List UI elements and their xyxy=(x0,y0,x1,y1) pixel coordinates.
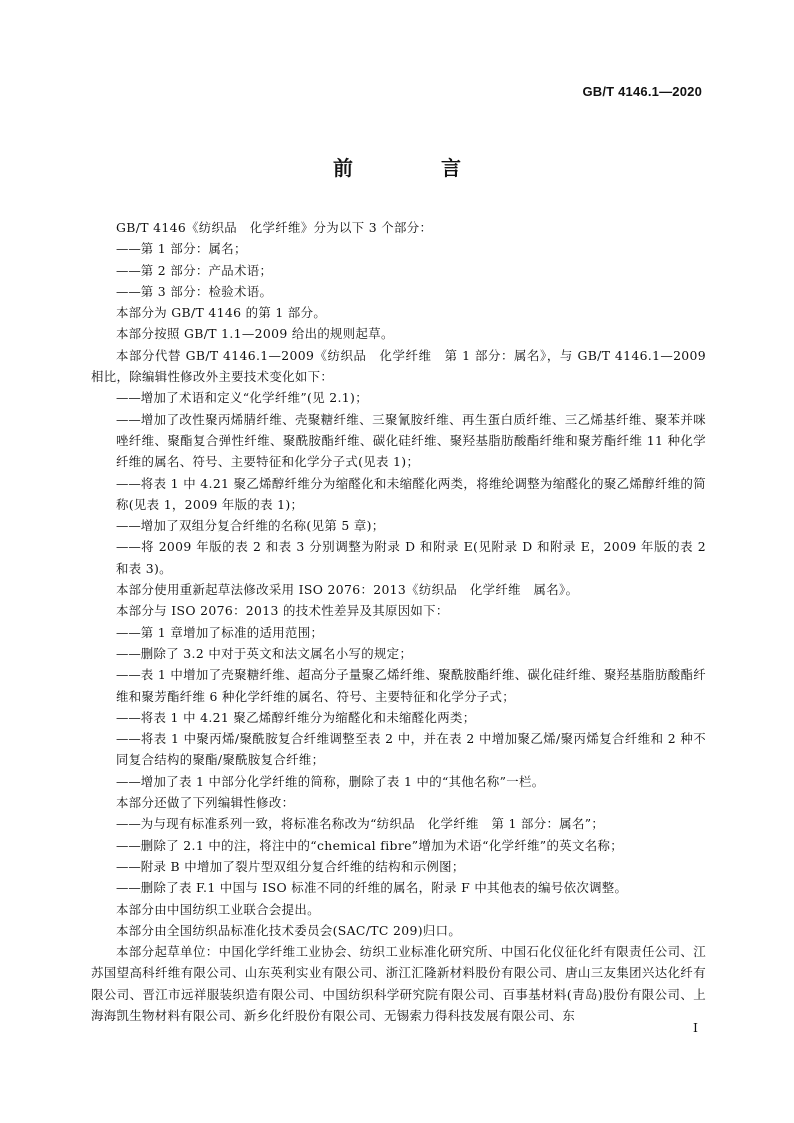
paragraph-text: 本部分为 GB/T 4146 的第 1 部分。 xyxy=(116,305,327,321)
paragraph-text: 增加了双组分复合纤维的名称(见第 5 章)； xyxy=(140,518,385,534)
paragraph-text: 本部分与 ISO 2076：2013 的技术性差异及其原因如下： xyxy=(116,603,449,619)
list-item xyxy=(116,813,706,834)
dash-mark: —— xyxy=(116,709,141,725)
paragraph xyxy=(91,345,706,388)
dash-mark: —— xyxy=(116,667,141,683)
paragraph-text: 删除了 3.2 中对于英文和法文属名小写的规定； xyxy=(140,645,413,661)
paragraph xyxy=(91,217,706,238)
dash-mark: —— xyxy=(116,390,141,406)
dash-mark: —— xyxy=(116,475,141,491)
dash-mark: —— xyxy=(116,837,141,853)
dash-mark: —— xyxy=(116,624,141,640)
paragraph-text: 本部分由全国纺织品标准化技术委员会(SAC/TC 209)归口。 xyxy=(116,922,462,938)
paragraph-text: 第 2 部分：产品术语； xyxy=(140,262,273,278)
dash-mark: —— xyxy=(116,773,141,789)
dash-mark: —— xyxy=(116,283,141,299)
dash-mark: —— xyxy=(116,731,141,747)
paragraph-text: 将表 1 中 4.21 聚乙烯醇纤维分为缩醛化和未缩醛化两类； xyxy=(140,709,476,725)
list-item xyxy=(116,835,706,856)
paragraph-text: 本部分代替 GB/T 4146.1—2009《纺织品 化学纤维 第 1 部分：属名》，与 GB/T 4146.1—2009 相比，除编辑性修改外主要技术变化如下： xyxy=(91,347,706,385)
dash-mark: —— xyxy=(116,518,141,534)
paragraph-text: 将表 1 中 4.21 聚乙烯醇纤维分为缩醛化和未缩醛化两类，将维纶调整为缩醛化的聚乙烯醇纤维的简称(见表 1，2009 年版的表 1)； xyxy=(116,475,706,512)
paragraph-text: 本部分起草单位：中国化学纤维工业协会、纺织工业标准化研究所、中国石化仪征化纤有限责任公司、江苏国望高科纤维有限公司、山东英利实业有限公司、浙江汇隆新材料股份有限公司、唐山三友集团兴达化纤有限公司、晋江市远祥服装织造有限公司、中国纺织科学研究院有限公司、百事基材料(青岛)股份有限公司、上海海凯生物材料有限公司、新乡化纤股份有限公司、无锡索力得科技发展有限公司、东 xyxy=(91,944,706,1023)
dash-mark: —— xyxy=(116,816,141,832)
dash-mark: —— xyxy=(116,880,141,896)
paragraph-text: 本部分还做了下列编辑性修改： xyxy=(116,795,295,811)
list-item xyxy=(116,238,706,259)
paragraph-text: 增加了表 1 中部分化学纤维的简称，删除了表 1 中的“其他名称”一栏。 xyxy=(140,773,545,789)
dash-mark: —— xyxy=(116,262,141,278)
paragraph-text: 附录 B 中增加了裂片型双组分复合纤维的结构和示例图； xyxy=(140,858,465,874)
paragraph xyxy=(91,579,706,600)
paragraph xyxy=(91,941,706,1026)
list-item xyxy=(116,387,706,408)
dash-mark: —— xyxy=(116,539,141,555)
list-item xyxy=(116,515,706,536)
paragraph-text: 增加了改性聚丙烯腈纤维、壳聚糖纤维、三聚氰胺纤维、再生蛋白质纤维、三乙烯基纤维、聚苯并咪唑纤维、聚酯复合弹性纤维、聚酰胺酯纤维、碳化硅纤维、聚羟基脂肪酸酯纤维和聚芳酯纤维 11 种化学纤维的属名、符号、主要特征和化学分子式(见表 1)； xyxy=(116,411,706,470)
list-item xyxy=(116,536,706,579)
list-item xyxy=(116,771,706,792)
paragraph-text: 为与现有标准系列一致，将标准名称改为“纺织品 化学纤维 第 1 部分：属名”； xyxy=(140,816,605,832)
dash-mark: —— xyxy=(116,645,141,661)
list-item xyxy=(116,877,706,898)
paragraph-text: 第 1 部分：属名； xyxy=(140,241,247,257)
list-item xyxy=(116,281,706,302)
dash-mark: —— xyxy=(116,858,141,874)
list-item xyxy=(116,707,706,728)
paragraph-text: 删除了表 F.1 中国与 ISO 标准不同的纤维的属名，附录 F 中其他表的编号依次调整。 xyxy=(140,880,628,896)
paragraph-text: 第 1 章增加了标准的适用范围； xyxy=(140,624,324,640)
paragraph-text: 第 3 部分：检验术语。 xyxy=(140,283,273,299)
list-item xyxy=(116,856,706,877)
paragraph-text: 本部分使用重新起草法修改采用 ISO 2076：2013《纺织品 化学纤维 属名》。 xyxy=(116,582,579,598)
paragraph xyxy=(91,600,706,621)
page-title: 前 言 xyxy=(333,156,495,180)
paragraph xyxy=(91,899,706,920)
paragraph-text: 本部分按照 GB/T 1.1—2009 给出的规则起草。 xyxy=(116,326,394,342)
paragraph xyxy=(91,920,706,941)
list-item xyxy=(116,728,706,771)
standard-code: GB/T 4146.1—2020 xyxy=(582,84,702,99)
list-item xyxy=(116,473,706,516)
dash-mark: —— xyxy=(116,241,141,257)
list-item xyxy=(116,622,706,643)
paragraph-text: 将表 1 中聚丙烯/聚酰胺复合纤维调整至表 2 中，并在表 2 中增加聚乙烯/聚丙烯复合纤维和 2 种不同复合结构的聚酯/聚酰胺复合纤维； xyxy=(116,731,706,768)
paragraph-text: 增加了术语和定义“化学纤维”(见 2.1)； xyxy=(140,390,368,406)
paragraph-text: 将 2009 年版的表 2 和表 3 分别调整为附录 D 和附录 E(见附录 D 和附录 E，2009 年版的表 2 和表 3)。 xyxy=(116,539,706,576)
page-number: I xyxy=(693,1020,698,1035)
document-body xyxy=(91,217,706,1026)
dash-mark: —— xyxy=(116,411,141,427)
list-item xyxy=(116,409,706,473)
list-item xyxy=(116,664,706,707)
list-item xyxy=(116,643,706,664)
paragraph xyxy=(91,792,706,813)
paragraph xyxy=(91,323,706,344)
list-item xyxy=(116,260,706,281)
paragraph-text: 删除了 2.1 中的注，将注中的“chemical fibre”增加为术语“化学纤维”的英文名称； xyxy=(140,837,623,853)
paragraph-text: 表 1 中增加了壳聚糖纤维、超高分子量聚乙烯纤维、聚酰胺酯纤维、碳化硅纤维、聚羟基脂肪酸酯纤维和聚芳酯纤维 6 种化学纤维的属名、符号、主要特征和化学分子式； xyxy=(116,667,706,704)
paragraph xyxy=(91,302,706,323)
paragraph-text: 本部分由中国纺织工业联合会提出。 xyxy=(116,901,320,917)
paragraph-text: GB/T 4146《纺织品 化学纤维》分为以下 3 个部分： xyxy=(116,220,433,235)
